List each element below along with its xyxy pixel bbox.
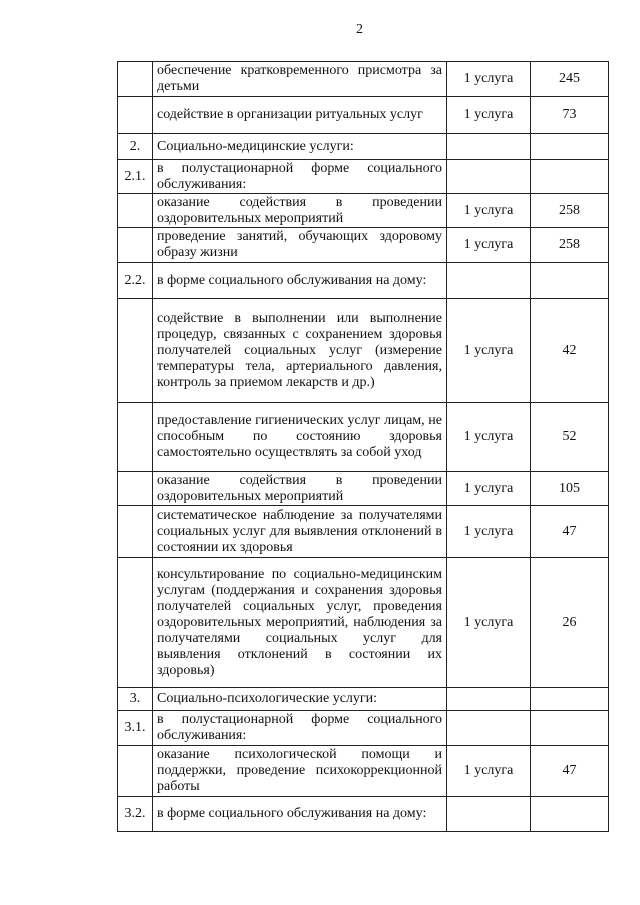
tariff-value-cell: 47 — [531, 746, 609, 797]
service-name-cell: обеспечение кратковременного присмотра за детьми — [153, 62, 447, 97]
tariff-value-cell — [531, 797, 609, 832]
tariff-value-cell — [531, 160, 609, 194]
service-name-cell: Социально-психологические услуги: — [153, 688, 447, 711]
service-name-cell: содействие в организации ритуальных услуг — [153, 97, 447, 134]
item-number-cell — [118, 403, 153, 472]
unit-cell — [447, 797, 531, 832]
item-number-cell — [118, 62, 153, 97]
item-number-cell — [118, 558, 153, 688]
service-name-cell: оказание содействия в проведении оздоровительных мероприятий — [153, 194, 447, 228]
table-row — [118, 472, 609, 506]
tariff-value-cell: 52 — [531, 403, 609, 472]
unit-cell — [447, 711, 531, 746]
service-name-cell: оказание содействия в проведении оздоровительных мероприятий — [153, 472, 447, 506]
table-row — [118, 134, 609, 160]
service-name-cell: предоставление гигиенических услуг лицам, не способным по состоянию здоровья самостоятельно осуществлять за собой уход — [153, 403, 447, 472]
unit-cell: 1 услуга — [447, 403, 531, 472]
service-name-cell: консультирование по социально-медицинским услугам (поддержания и сохранения здоровья получателей социальных услуг, проведения оздоровительных мероприятий, наблюдения за получателями социальных услуг для выявления отклонений в состоянии их здоровья) — [153, 558, 447, 688]
tariff-value-cell — [531, 134, 609, 160]
page-number: 2 — [356, 22, 363, 37]
tariff-value-cell — [531, 263, 609, 299]
table-row — [118, 797, 609, 832]
tariff-value-cell: 245 — [531, 62, 609, 97]
service-name-cell: проведение занятий, обучающих здоровому образу жизни — [153, 228, 447, 263]
tariff-value-cell: 258 — [531, 228, 609, 263]
unit-cell: 1 услуга — [447, 62, 531, 97]
services-table-body — [118, 62, 609, 832]
table-row — [118, 62, 609, 97]
item-number-cell — [118, 506, 153, 558]
unit-cell: 1 услуга — [447, 746, 531, 797]
table-row — [118, 558, 609, 688]
item-number-cell: 2.1. — [118, 160, 153, 194]
service-name-cell: в полустационарной форме социального обслуживания: — [153, 711, 447, 746]
item-number-cell — [118, 299, 153, 403]
table-row — [118, 228, 609, 263]
table-row — [118, 194, 609, 228]
service-name-cell: Социально-медицинские услуги: — [153, 134, 447, 160]
table-row — [118, 711, 609, 746]
tariff-value-cell — [531, 688, 609, 711]
unit-cell — [447, 263, 531, 299]
item-number-cell — [118, 228, 153, 263]
tariff-value-cell: 47 — [531, 506, 609, 558]
service-name-cell: в форме социального обслуживания на дому: — [153, 797, 447, 832]
table-row — [118, 506, 609, 558]
unit-cell: 1 услуга — [447, 472, 531, 506]
unit-cell: 1 услуга — [447, 228, 531, 263]
service-name-cell: в полустационарной форме социального обслуживания: — [153, 160, 447, 194]
tariff-value-cell: 105 — [531, 472, 609, 506]
item-number-cell — [118, 194, 153, 228]
item-number-cell: 3.1. — [118, 711, 153, 746]
unit-cell: 1 услуга — [447, 506, 531, 558]
table-row — [118, 263, 609, 299]
tariff-value-cell: 26 — [531, 558, 609, 688]
tariff-value-cell: 258 — [531, 194, 609, 228]
service-name-cell: в форме социального обслуживания на дому: — [153, 263, 447, 299]
table-row — [118, 746, 609, 797]
table-row — [118, 688, 609, 711]
unit-cell — [447, 160, 531, 194]
tariff-value-cell: 73 — [531, 97, 609, 134]
unit-cell: 1 услуга — [447, 194, 531, 228]
services-table — [117, 61, 609, 832]
item-number-cell — [118, 472, 153, 506]
unit-cell: 1 услуга — [447, 558, 531, 688]
service-name-cell: систематическое наблюдение за получателями социальных услуг для выявления отклонений в состоянии их здоровья — [153, 506, 447, 558]
tariff-value-cell: 42 — [531, 299, 609, 403]
table-row — [118, 97, 609, 134]
unit-cell — [447, 688, 531, 711]
item-number-cell: 3. — [118, 688, 153, 711]
tariff-value-cell — [531, 711, 609, 746]
item-number-cell: 2. — [118, 134, 153, 160]
item-number-cell — [118, 97, 153, 134]
unit-cell — [447, 134, 531, 160]
unit-cell: 1 услуга — [447, 299, 531, 403]
table-row — [118, 299, 609, 403]
unit-cell: 1 услуга — [447, 97, 531, 134]
item-number-cell: 2.2. — [118, 263, 153, 299]
service-name-cell: содействие в выполнении или выполнение процедур, связанных с сохранением здоровья получателей социальных услуг (измерение температуры тела, артериального давления, контроль за приемом лекарств и др.) — [153, 299, 447, 403]
item-number-cell: 3.2. — [118, 797, 153, 832]
item-number-cell — [118, 746, 153, 797]
table-row — [118, 160, 609, 194]
service-name-cell: оказание психологической помощи и поддержки, проведение психокоррекционной работы — [153, 746, 447, 797]
table-row — [118, 403, 609, 472]
